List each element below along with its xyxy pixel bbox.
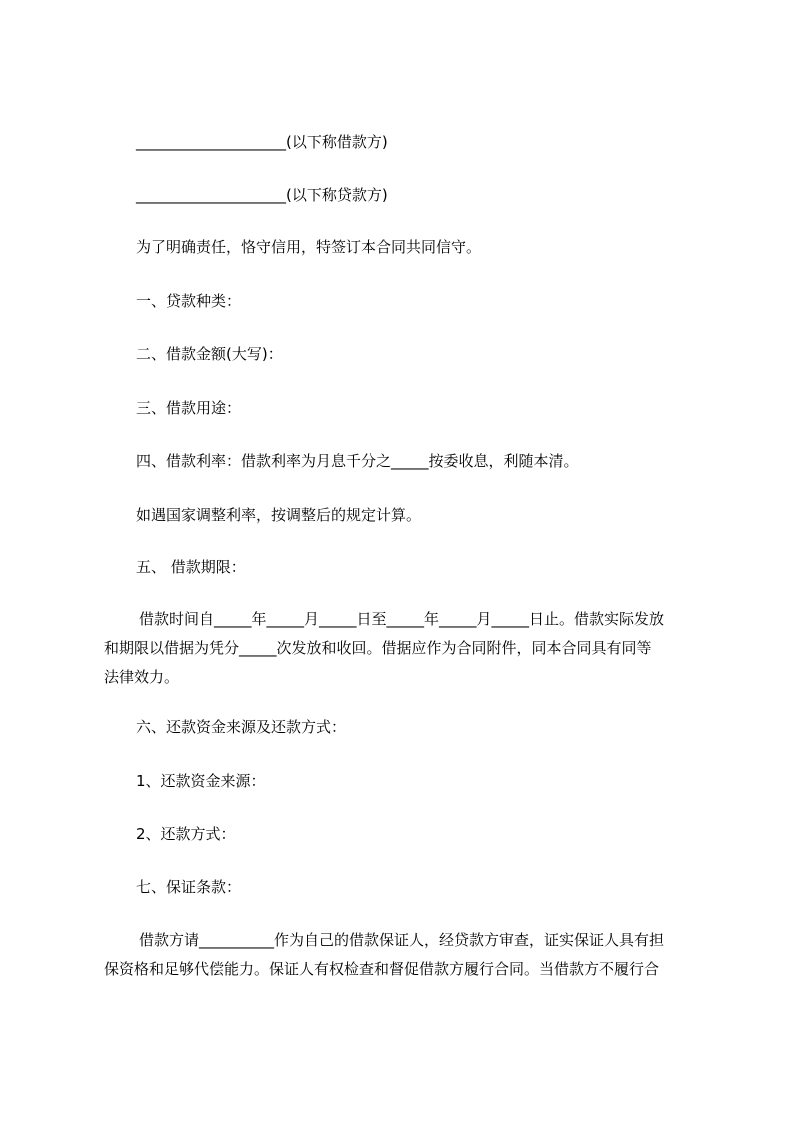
section-interest-rate: 四、借款利率：借款利率为月息千分之_____按委收息，利随本清。 [136, 452, 579, 470]
section-guarantee: 七、保证条款： [136, 878, 242, 896]
term-paragraph-row: 和期限以借据为凭分_____次发放和收回。借据应作为合同附件，同本合同具有同等 [104, 639, 652, 657]
rate-adjustment-line: 如遇国家调整利率，按调整后的规定计算。 [136, 506, 422, 524]
term-paragraph [104, 605, 704, 692]
term-paragraph-row: 法律效力。 [104, 668, 180, 686]
guarantee-paragraph [104, 926, 704, 984]
section-loan-purpose: 三、借款用途： [136, 399, 242, 417]
term-paragraph-row: 借款时间自_____年_____月_____日至_____年_____月_____日止。借款实际发放 [139, 610, 665, 628]
section-loan-type: 一、贷款种类： [136, 292, 242, 310]
intro-line: 为了明确责任，恪守信用，特签订本合同共同信守。 [136, 238, 482, 256]
section-loan-term: 五、 借款期限： [136, 558, 246, 576]
guarantee-paragraph-row: 保资格和足够代偿能力。保证人有权检查和督促借款方履行合同。当借款方不履行合 [104, 960, 660, 978]
repayment-source-line: 1、还款资金来源： [136, 772, 266, 790]
section-loan-amount: 二、借款金额(大写)： [136, 345, 283, 363]
guarantee-paragraph-row: 借款方请__________作为自己的借款保证人，经贷款方审查，证实保证人具有担 [139, 931, 665, 949]
repayment-method-line: 2、还款方式： [136, 825, 236, 843]
lender-line: ____________________(以下称贷款方) [136, 186, 388, 204]
borrower-line: ____________________(以下称借款方) [136, 133, 388, 151]
section-repayment: 六、还款资金来源及还款方式： [136, 718, 347, 736]
